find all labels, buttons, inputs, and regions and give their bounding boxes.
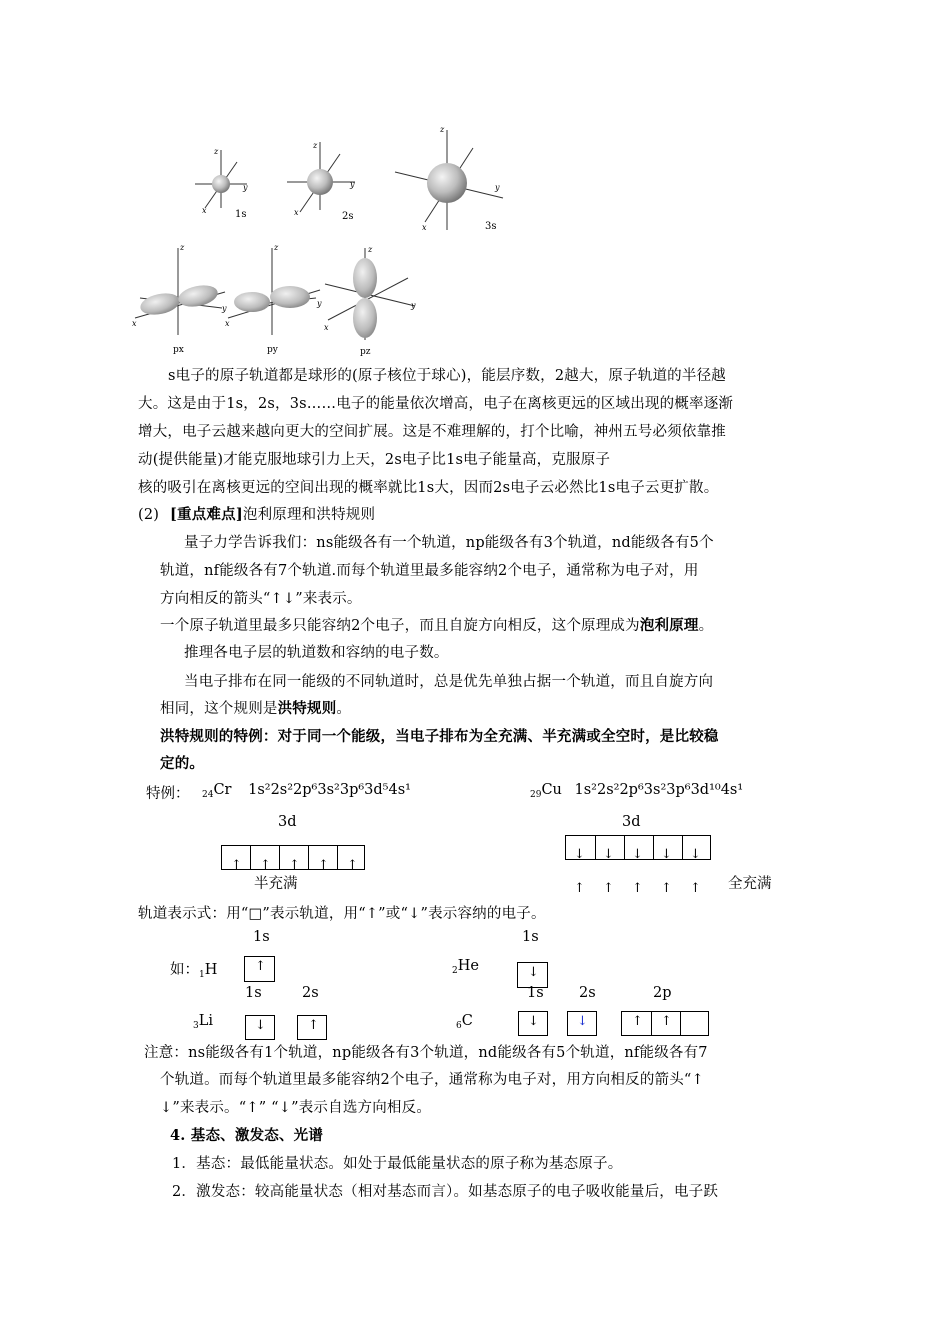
cu-3d-down-2: ↓	[603, 847, 614, 862]
li-1s-electron: ↓	[255, 1018, 266, 1033]
li-2s-electron: ↑	[308, 1018, 319, 1033]
note-line3: ↓”来表示。“↑” “↓”表示自选方向相反。	[160, 1100, 432, 1116]
section2-heading: (2) [重点难点]泡利原理和洪特规则	[138, 506, 376, 523]
para1-line4: 动(提供能量)才能克服地球引力上天，2s电子比1s电子能量高，克服原子	[138, 452, 611, 468]
orbital-pz	[325, 248, 415, 340]
p-orbital-figure	[130, 240, 430, 358]
cu-config: $_{29}$Cu 1s²2s²2p⁶3s²3p⁶3d¹⁰4s¹	[530, 782, 744, 800]
para2-line1: 量子力学告诉我们：ns能级各有一个轨道，np能级各有3个轨道，nd能级各有5个	[184, 535, 714, 551]
cu-3d-down-3: ↓	[632, 847, 643, 862]
para2-line3: 方向相反的箭头“↑↓”来表示。	[160, 591, 362, 607]
cu-full-filled-note: 全充满	[728, 876, 772, 892]
svg-text:x: x	[225, 319, 230, 328]
c-2s-electron: ↓	[577, 1014, 588, 1029]
cr-half-filled-note: 半充满	[254, 876, 298, 892]
svg-text:z: z	[274, 243, 279, 252]
svg-text:2s: 2s	[342, 211, 354, 222]
c-2p-electron-2: ↑	[661, 1014, 672, 1029]
para2-line9: 定的。	[160, 755, 205, 772]
para1-line3: 增大，电子云越来越向更大的空间扩展。这是不难理解的，打个比喻，神州五号必须依靠推	[138, 424, 726, 440]
cu-3d-up-3: ↑	[632, 881, 643, 896]
svg-text:y: y	[495, 183, 500, 192]
svg-text:py: py	[267, 345, 278, 355]
cr-3d-electron-4: ↑	[318, 858, 329, 873]
para2-line4: 一个原子轨道里最多只能容纳2个电子，而且自旋方向相反，这个原理成为泡利原理。	[160, 617, 714, 634]
para2-line8: 洪特规则的特例：对于同一个能级，当电子排布为全充满、半充满或全空时，是比较稳	[160, 728, 719, 745]
cr-3d-electron-1: ↑	[231, 858, 242, 873]
cu-3d-up-4: ↑	[661, 881, 672, 896]
cr-config: $_{24}$Cr 1s²2s²2p⁶3s²3p⁶3d⁵4s¹	[202, 782, 411, 800]
note-line2: 个轨道。而每个轨道里最多能容纳2个电子，通常称为电子对，用方向相反的箭头“↑	[160, 1072, 704, 1088]
pauli-principle: 泡利原理	[639, 617, 699, 634]
c-2s-label: 2s	[579, 985, 596, 1001]
para2-line2: 轨道，nf能级各有7个轨道.而每个轨道里最多能容纳2个电子，通常称为电子对，用	[160, 563, 699, 579]
svg-text:y: y	[350, 180, 355, 189]
svg-text:z: z	[214, 147, 219, 156]
orbital-notation-line: 轨道表示式：用“□”表示轨道，用“↑”或“↓”表示容纳的电子。	[138, 906, 546, 922]
cr-3d-label: 3d	[278, 814, 297, 830]
special-label: 特例：	[146, 786, 190, 802]
para2-line6: 当电子排布在同一能级的不同轨道时，总是优先单独占据一个轨道，而且自旋方向	[184, 674, 714, 690]
orbital-2s	[287, 142, 355, 212]
cu-3d-up-2: ↑	[603, 881, 614, 896]
cu-3d-up-5: ↑	[690, 881, 701, 896]
svg-text:z: z	[440, 125, 445, 134]
svg-text:y: y	[411, 301, 416, 310]
label-px: px	[173, 345, 184, 355]
cu-3d-down-5: ↓	[690, 847, 701, 862]
para1-line2: 大。这是由于1s，2s，3s……电子的能量依次增高，电子在离核更远的区域出现的概率逐渐	[138, 396, 734, 412]
svg-text:y: y	[222, 304, 227, 313]
para2-line5: 推理各电子层的轨道数和容纳的电子数。	[184, 645, 449, 661]
svg-text:3s: 3s	[485, 221, 497, 232]
svg-text:z: z	[313, 141, 318, 150]
svg-text:x: x	[294, 208, 299, 217]
para2-line7: 相同，这个规则是洪特规则。	[160, 700, 352, 717]
cr-3d-electron-2: ↑	[260, 858, 271, 873]
c-symbol: $_6$C	[456, 1013, 473, 1031]
orbital-px	[135, 248, 225, 335]
c-1s-label: 1s	[527, 985, 544, 1001]
cu-3d-down-1: ↓	[574, 847, 585, 862]
hund-rule: 洪特规则	[277, 700, 337, 717]
c-2p-electron-1: ↑	[632, 1014, 643, 1029]
svg-text:x: x	[324, 323, 329, 332]
cu-3d-up-1: ↑	[574, 881, 585, 896]
svg-text:y: y	[317, 299, 322, 308]
label-1s: 1s	[235, 209, 247, 220]
c-1s-electron: ↓	[528, 1014, 539, 1029]
svg-text:z: z	[180, 243, 185, 252]
he-symbol: $_2$He	[452, 958, 479, 976]
note-line1: 注意：ns能级各有1个轨道，np能级各有3个轨道，nd能级各有5个轨道，nf能级各有7	[144, 1045, 708, 1061]
svg-text:z: z	[368, 245, 373, 254]
he-electron: ↓	[528, 965, 539, 980]
section4-item1: 1．基态：最低能量状态。如处于最低能量状态的原子称为基态原子。	[172, 1156, 623, 1172]
li-symbol: $_3$Li	[193, 1013, 214, 1031]
h-1s-label: 1s	[253, 929, 270, 945]
orbital-3s	[395, 130, 503, 230]
orbital-py	[228, 248, 320, 335]
section4-item2: 2．激发态：较高能量状态（相对基态而言）。如基态原子的电子吸收能量后，电子跃	[172, 1184, 719, 1200]
section4-heading: 4. 基态、激发态、光谱	[170, 1127, 324, 1144]
cr-3d-electron-3: ↑	[289, 858, 300, 873]
orbital-1s	[195, 150, 247, 208]
para1-line5: 核的吸引在离核更远的空间出现的概率就比1s大，因而2s电子云必然比1s电子云更扩散。	[138, 480, 719, 496]
cr-3d-electron-5: ↑	[347, 858, 358, 873]
li-2s-label: 2s	[302, 985, 319, 1001]
svg-text:y: y	[243, 183, 248, 192]
c-2p-label: 2p	[653, 985, 672, 1001]
s-orbital-figure	[185, 120, 515, 235]
svg-text:x: x	[202, 206, 207, 215]
h-electron: ↑	[255, 959, 266, 974]
para1-line1: s电子的原子轨道都是球形的(原子核位于球心)，能层序数，2越大，原子轨道的半径越	[168, 368, 726, 384]
svg-text:x: x	[132, 319, 137, 328]
svg-text:x: x	[422, 223, 427, 232]
he-1s-label: 1s	[522, 929, 539, 945]
li-1s-label: 1s	[245, 985, 262, 1001]
cu-3d-label: 3d	[622, 814, 641, 830]
example-ru: 如：$_1$H	[170, 962, 218, 980]
cu-3d-down-4: ↓	[661, 847, 672, 862]
svg-text:pz: pz	[360, 347, 371, 357]
